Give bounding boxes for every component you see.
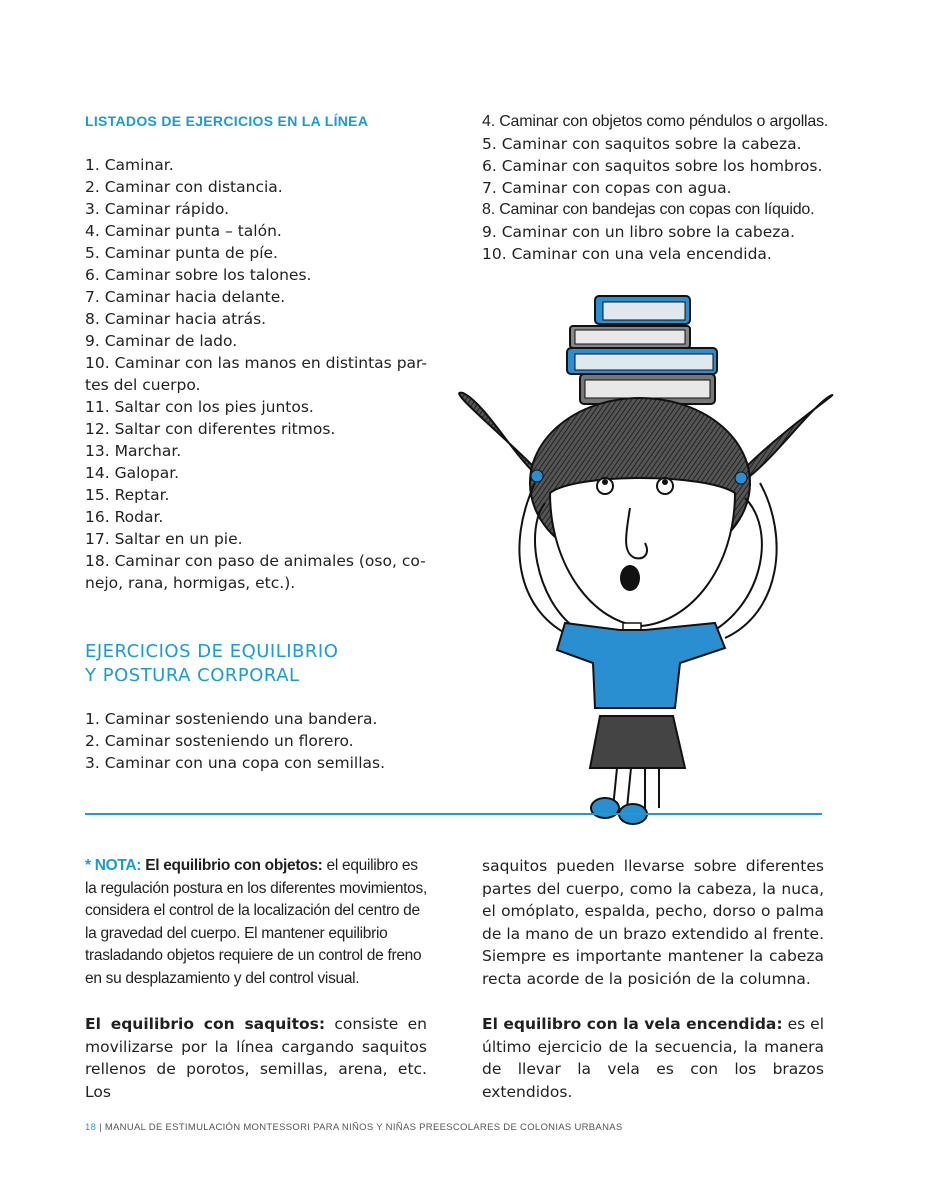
nota-left-column: [85, 855, 427, 1103]
list-item: 10. Caminar con las manos en distintas par-: [85, 354, 427, 372]
list-item: 1. Caminar.: [85, 156, 174, 174]
list-item: 14. Galopar.: [85, 464, 180, 482]
nota-bold-vela: El equilibro con la vela encendida:: [482, 1015, 783, 1033]
girl-balancing-books-illustration: [445, 268, 850, 843]
nota-paragraph-2: [85, 1013, 427, 1103]
nota-bold-saquitos: El equilibrio con saquitos:: [85, 1015, 326, 1033]
list-item: 6. Caminar sobre los talones.: [85, 266, 312, 284]
exercise-list-linea: [85, 154, 430, 594]
list-item: 18. Caminar con paso de animales (oso, co-: [85, 552, 426, 570]
list-item: 9. Caminar de lado.: [85, 332, 238, 350]
list-item: 3. Caminar rápido.: [85, 200, 230, 218]
page-number: 18: [85, 1122, 97, 1133]
list-item: nejo, rana, hormigas, etc.).: [85, 574, 296, 592]
heading-line-2: Y POSTURA CORPORAL: [85, 665, 300, 686]
list-item: 8. Caminar hacia atrás.: [85, 310, 267, 328]
list-item: 7. Caminar con copas con agua.: [482, 179, 732, 197]
list-item: 10. Caminar con una vela encendida.: [482, 245, 772, 263]
list-item: 9. Caminar con un libro sobre la cabeza.: [482, 223, 795, 241]
nota-text-vela: es el último ejercicio de la secuencia, la manera de llevar la vela es con los brazos extendidos.: [482, 1015, 825, 1101]
nota-paragraph-1: [85, 855, 427, 990]
list-item: 17. Saltar en un pie.: [85, 530, 243, 548]
nota-bold-objetos: El equilibrio con objetos:: [145, 857, 323, 874]
list-item: 6. Caminar con saquitos sobre los hombros.: [482, 157, 823, 175]
nota-paragraph-4: [482, 1013, 824, 1103]
list-item: 8. Caminar con bandejas con copas con líquido.: [482, 201, 815, 218]
nota-paragraph-3: saquitos pueden llevarse sobre diferentes partes del cuerpo, como la cabeza, la nuca, el omóplato, espalda, pecho, dorso o palma de la mano de un brazo extendido al frente. Siempre es importante mantener la cabeza recta acorde de la posición de la columna.: [482, 857, 824, 988]
list-item: 12. Saltar con diferentes ritmos.: [85, 420, 336, 438]
list-item: 13. Marchar.: [85, 442, 182, 460]
list-item: 2. Caminar con distancia.: [85, 178, 283, 196]
list-item: tes del cuerpo.: [85, 376, 201, 394]
section-heading-lista: LISTADOS DE EJERCICIOS EN LA LÍNEA: [85, 113, 369, 129]
section-divider: [85, 813, 822, 815]
nota-label: * NOTA:: [85, 857, 142, 874]
exercise-list-continued: [482, 111, 842, 265]
section-heading-equilibrio: [85, 640, 338, 688]
footer-title: MANUAL DE ESTIMULACIÓN MONTESSORI PARA NIÑOS Y NIÑAS PREESCOLARES DE COLONIAS URBANAS: [104, 1122, 623, 1133]
exercise-list-equilibrio: [85, 708, 430, 774]
books-stack-icon: [567, 296, 717, 404]
list-item: 11. Saltar con los pies juntos.: [85, 398, 314, 416]
list-item: 4. Caminar punta – talón.: [85, 222, 282, 240]
list-item: 4. Caminar con objetos como péndulos o argollas.: [482, 113, 829, 130]
page-footer: [85, 1122, 623, 1133]
list-item: 5. Caminar con saquitos sobre la cabeza.: [482, 135, 802, 153]
list-item: 5. Caminar punta de píe.: [85, 244, 278, 262]
list-item: 2. Caminar sosteniendo un florero.: [85, 732, 354, 750]
list-item: 7. Caminar hacia delante.: [85, 288, 286, 306]
list-item: 15. Reptar.: [85, 486, 170, 504]
list-item: 3. Caminar con una copa con semillas.: [85, 754, 386, 772]
footer-separator: |: [96, 1122, 105, 1133]
heading-line-1: EJERCICIOS DE EQUILIBRIO: [85, 641, 339, 662]
list-item: 16. Rodar.: [85, 508, 164, 526]
list-item: 1. Caminar sosteniendo una bandera.: [85, 710, 378, 728]
nota-text-saquitos: consiste en movilizarse por la línea cargando saquitos rellenos de porotos, semillas, arena, etc. Los: [85, 1015, 427, 1101]
nota-text-objetos: el equilibro es la regulación postura en los diferentes movimientos, considera el control de la localización del centro de la gravedad del cuerpo. El mantener equilibrio trasladando objetos requiere de un control de freno en su desplazamiento y del control visual.: [85, 857, 427, 987]
nota-right-column: [482, 855, 824, 1103]
